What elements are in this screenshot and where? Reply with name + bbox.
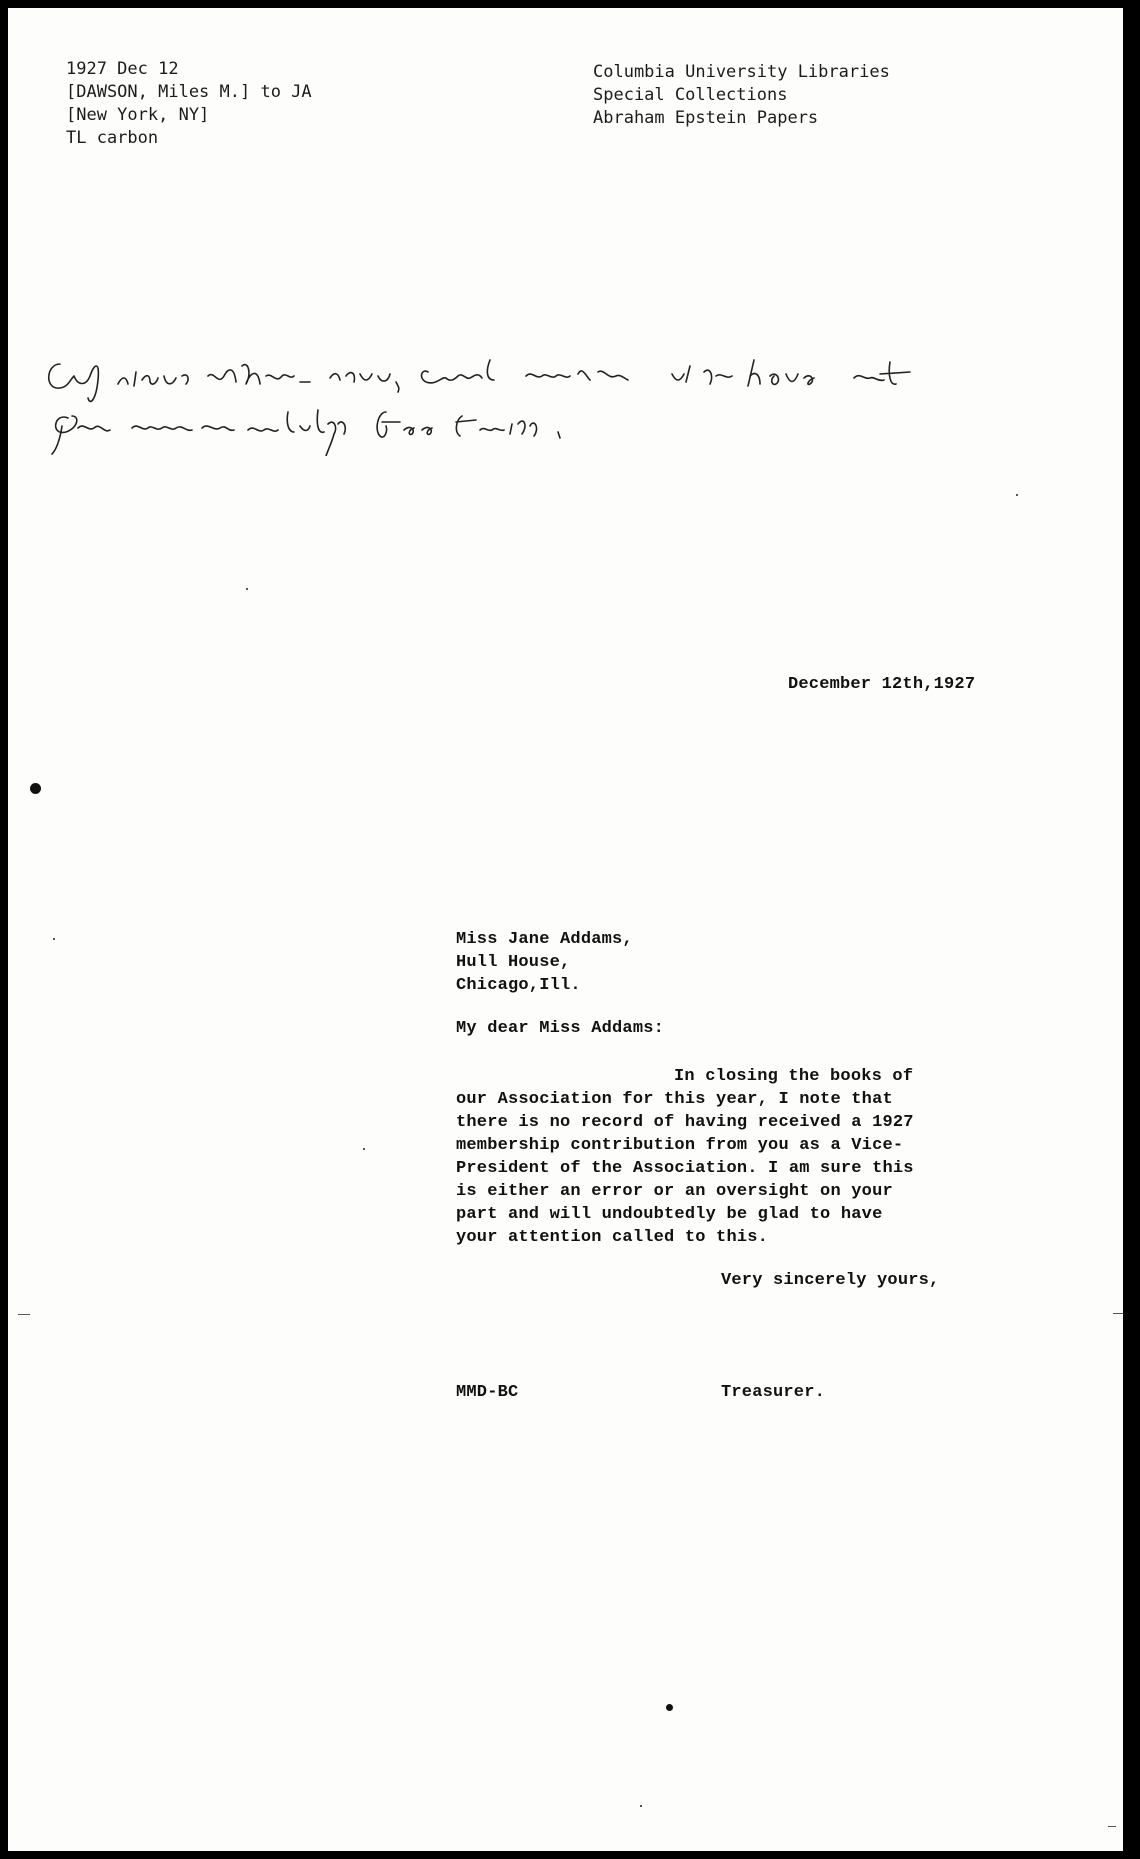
body-line: In closing the books of — [674, 1067, 914, 1086]
collection-department: Special Collections — [593, 85, 788, 105]
body-line: our Association for this year, I note that — [456, 1090, 893, 1109]
body-line: there is no record of having received a 1927 — [456, 1113, 914, 1132]
recipient-address — [456, 928, 633, 997]
scan-speck — [1108, 1826, 1116, 1827]
letter-date: December 12th,1927 — [788, 675, 976, 694]
body-line: President of the Association. I am sure this — [456, 1159, 914, 1178]
body-line: your attention called to this. — [456, 1228, 769, 1247]
body-line: is either an error or an oversight on your — [456, 1182, 893, 1201]
catalog-info — [66, 58, 312, 150]
catalog-date: 1927 Dec 12 — [66, 59, 179, 79]
catalog-correspondents: [DAWSON, Miles M.] to JA — [66, 82, 312, 102]
body-line: membership contribution from you as a Vice- — [456, 1136, 904, 1155]
catalog-place: [New York, NY] — [66, 105, 210, 125]
letter-body — [456, 1065, 914, 1249]
catalog-type: TL carbon — [66, 128, 159, 148]
signer-title: Treasurer. — [721, 1383, 826, 1402]
scan-speck — [246, 588, 248, 590]
body-line: part and will undoubtedly be glad to have — [456, 1205, 883, 1224]
typist-initials: MMD-BC — [456, 1383, 519, 1402]
handwritten-annotation — [38, 346, 1018, 456]
collection-info — [593, 61, 890, 130]
punch-hole-mark — [30, 783, 41, 794]
collection-library: Columbia University Libraries — [593, 62, 890, 82]
ink-spot — [666, 1704, 673, 1711]
scan-speck — [1016, 494, 1018, 496]
scan-speck — [640, 1805, 642, 1807]
document-page — [8, 8, 1123, 1851]
collection-papers: Abraham Epstein Papers — [593, 108, 819, 128]
recipient-name: Miss Jane Addams, — [456, 930, 633, 949]
closing: Very sincerely yours, — [721, 1271, 940, 1290]
scan-speck — [363, 1148, 365, 1150]
recipient-city: Chicago,Ill. — [456, 976, 581, 995]
recipient-street: Hull House, — [456, 953, 571, 972]
scan-speck — [1113, 1313, 1123, 1314]
scan-speck — [53, 938, 55, 940]
scan-speck — [18, 1314, 30, 1315]
salutation: My dear Miss Addams: — [456, 1019, 665, 1038]
